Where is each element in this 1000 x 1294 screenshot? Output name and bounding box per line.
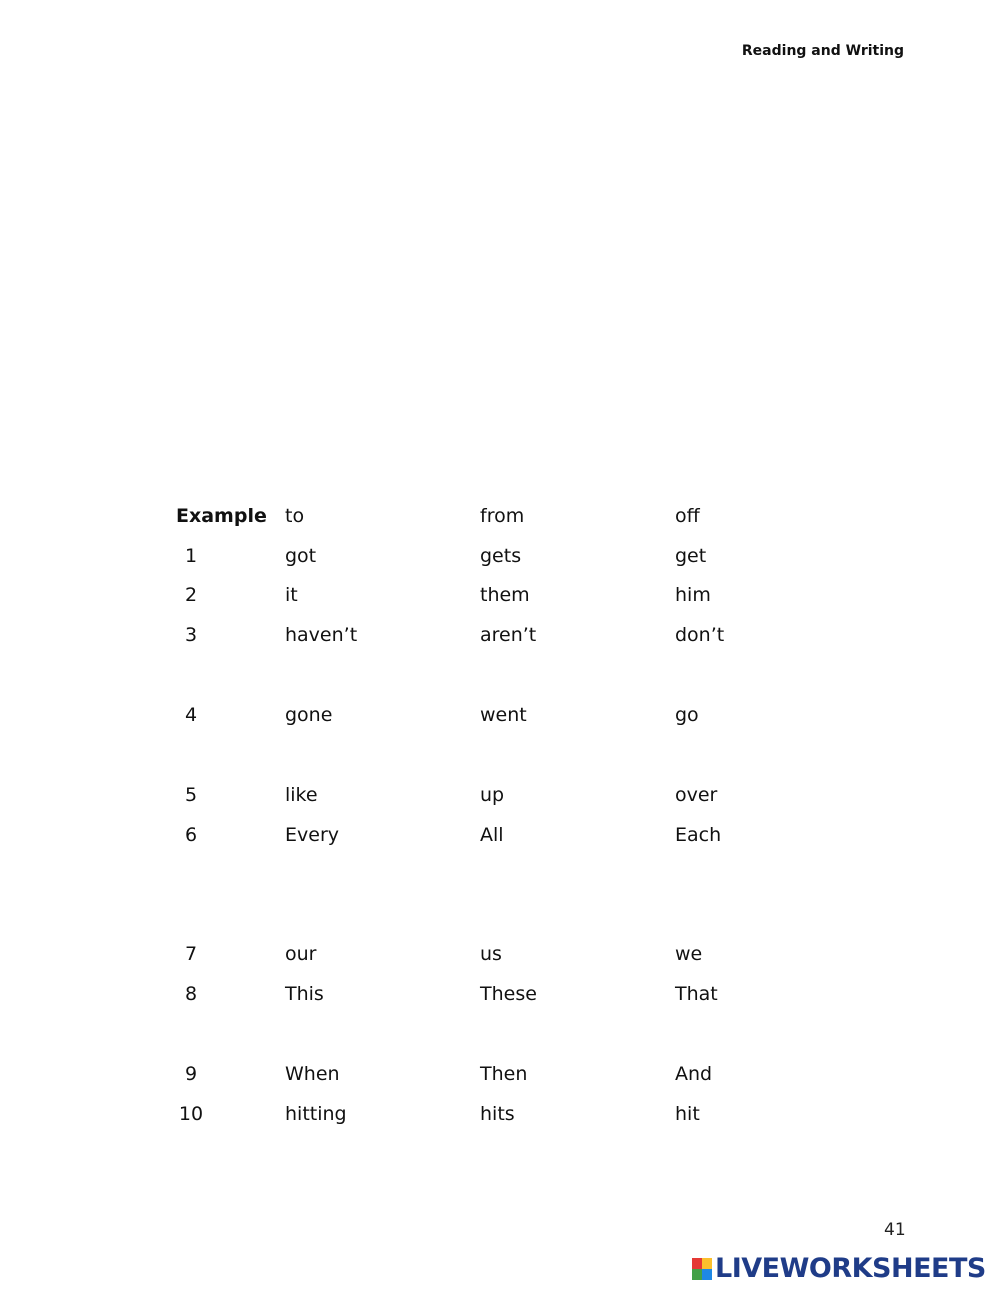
brand-text: LIVEWORKSHEETS [715,1253,986,1284]
option-a: gone [285,704,333,726]
question-row [0,939,1000,969]
question-number: 4 [184,704,198,726]
option-c: hit [675,1103,700,1125]
question-number: 6 [184,824,198,846]
liveworksheets-logo [692,1252,986,1286]
question-row [0,580,1000,610]
option-b: All [480,824,504,846]
question-row [0,700,1000,730]
option-c: That [675,983,718,1005]
option-b: went [480,704,527,726]
page-number: 41 [884,1220,906,1240]
option-b: us [480,943,502,965]
question-number: 5 [184,784,198,806]
option-a: hitting [285,1103,347,1125]
question-number: 3 [184,624,198,646]
option-c: him [675,584,711,606]
option-c: we [675,943,703,965]
option-b: Then [480,1063,528,1085]
option-c: Each [675,824,722,846]
option-a: haven’t [285,624,358,646]
option-a: got [285,545,317,567]
logo-square-green [692,1269,702,1280]
option-b: gets [480,545,522,567]
option-a: This [285,983,324,1005]
option-c: go [675,704,699,726]
option-a: like [285,784,318,806]
option-a: our [285,943,317,965]
example-label: Example [176,505,267,527]
option-a: to [285,505,305,527]
question-row [0,1059,1000,1089]
question-number: 2 [184,584,198,606]
option-a: it [285,584,298,606]
option-b: up [480,784,505,806]
question-row [0,820,1000,850]
question-number: 8 [184,983,198,1005]
option-c: get [675,545,707,567]
question-number: 10 [178,1103,204,1125]
question-number: 7 [184,943,198,965]
question-row [0,620,1000,650]
option-c: don’t [675,624,725,646]
option-b: aren’t [480,624,537,646]
liveworksheets-logo-icon [692,1258,712,1280]
option-c: over [675,784,718,806]
option-b: from [480,505,525,527]
option-c: off [675,505,700,527]
option-a: When [285,1063,340,1085]
question-number: 9 [184,1063,198,1085]
question-row [0,780,1000,810]
example-row [0,501,1000,531]
logo-square-red [692,1258,702,1269]
option-c: And [675,1063,713,1085]
question-row [0,541,1000,571]
logo-square-yellow [702,1258,712,1269]
question-row [0,1099,1000,1129]
option-a: Every [285,824,339,846]
logo-square-blue [702,1269,712,1280]
option-b: them [480,584,530,606]
option-b: These [480,983,537,1005]
question-number: 1 [184,545,198,567]
section-title: Reading and Writing [741,43,904,59]
option-b: hits [480,1103,515,1125]
question-row [0,979,1000,1009]
